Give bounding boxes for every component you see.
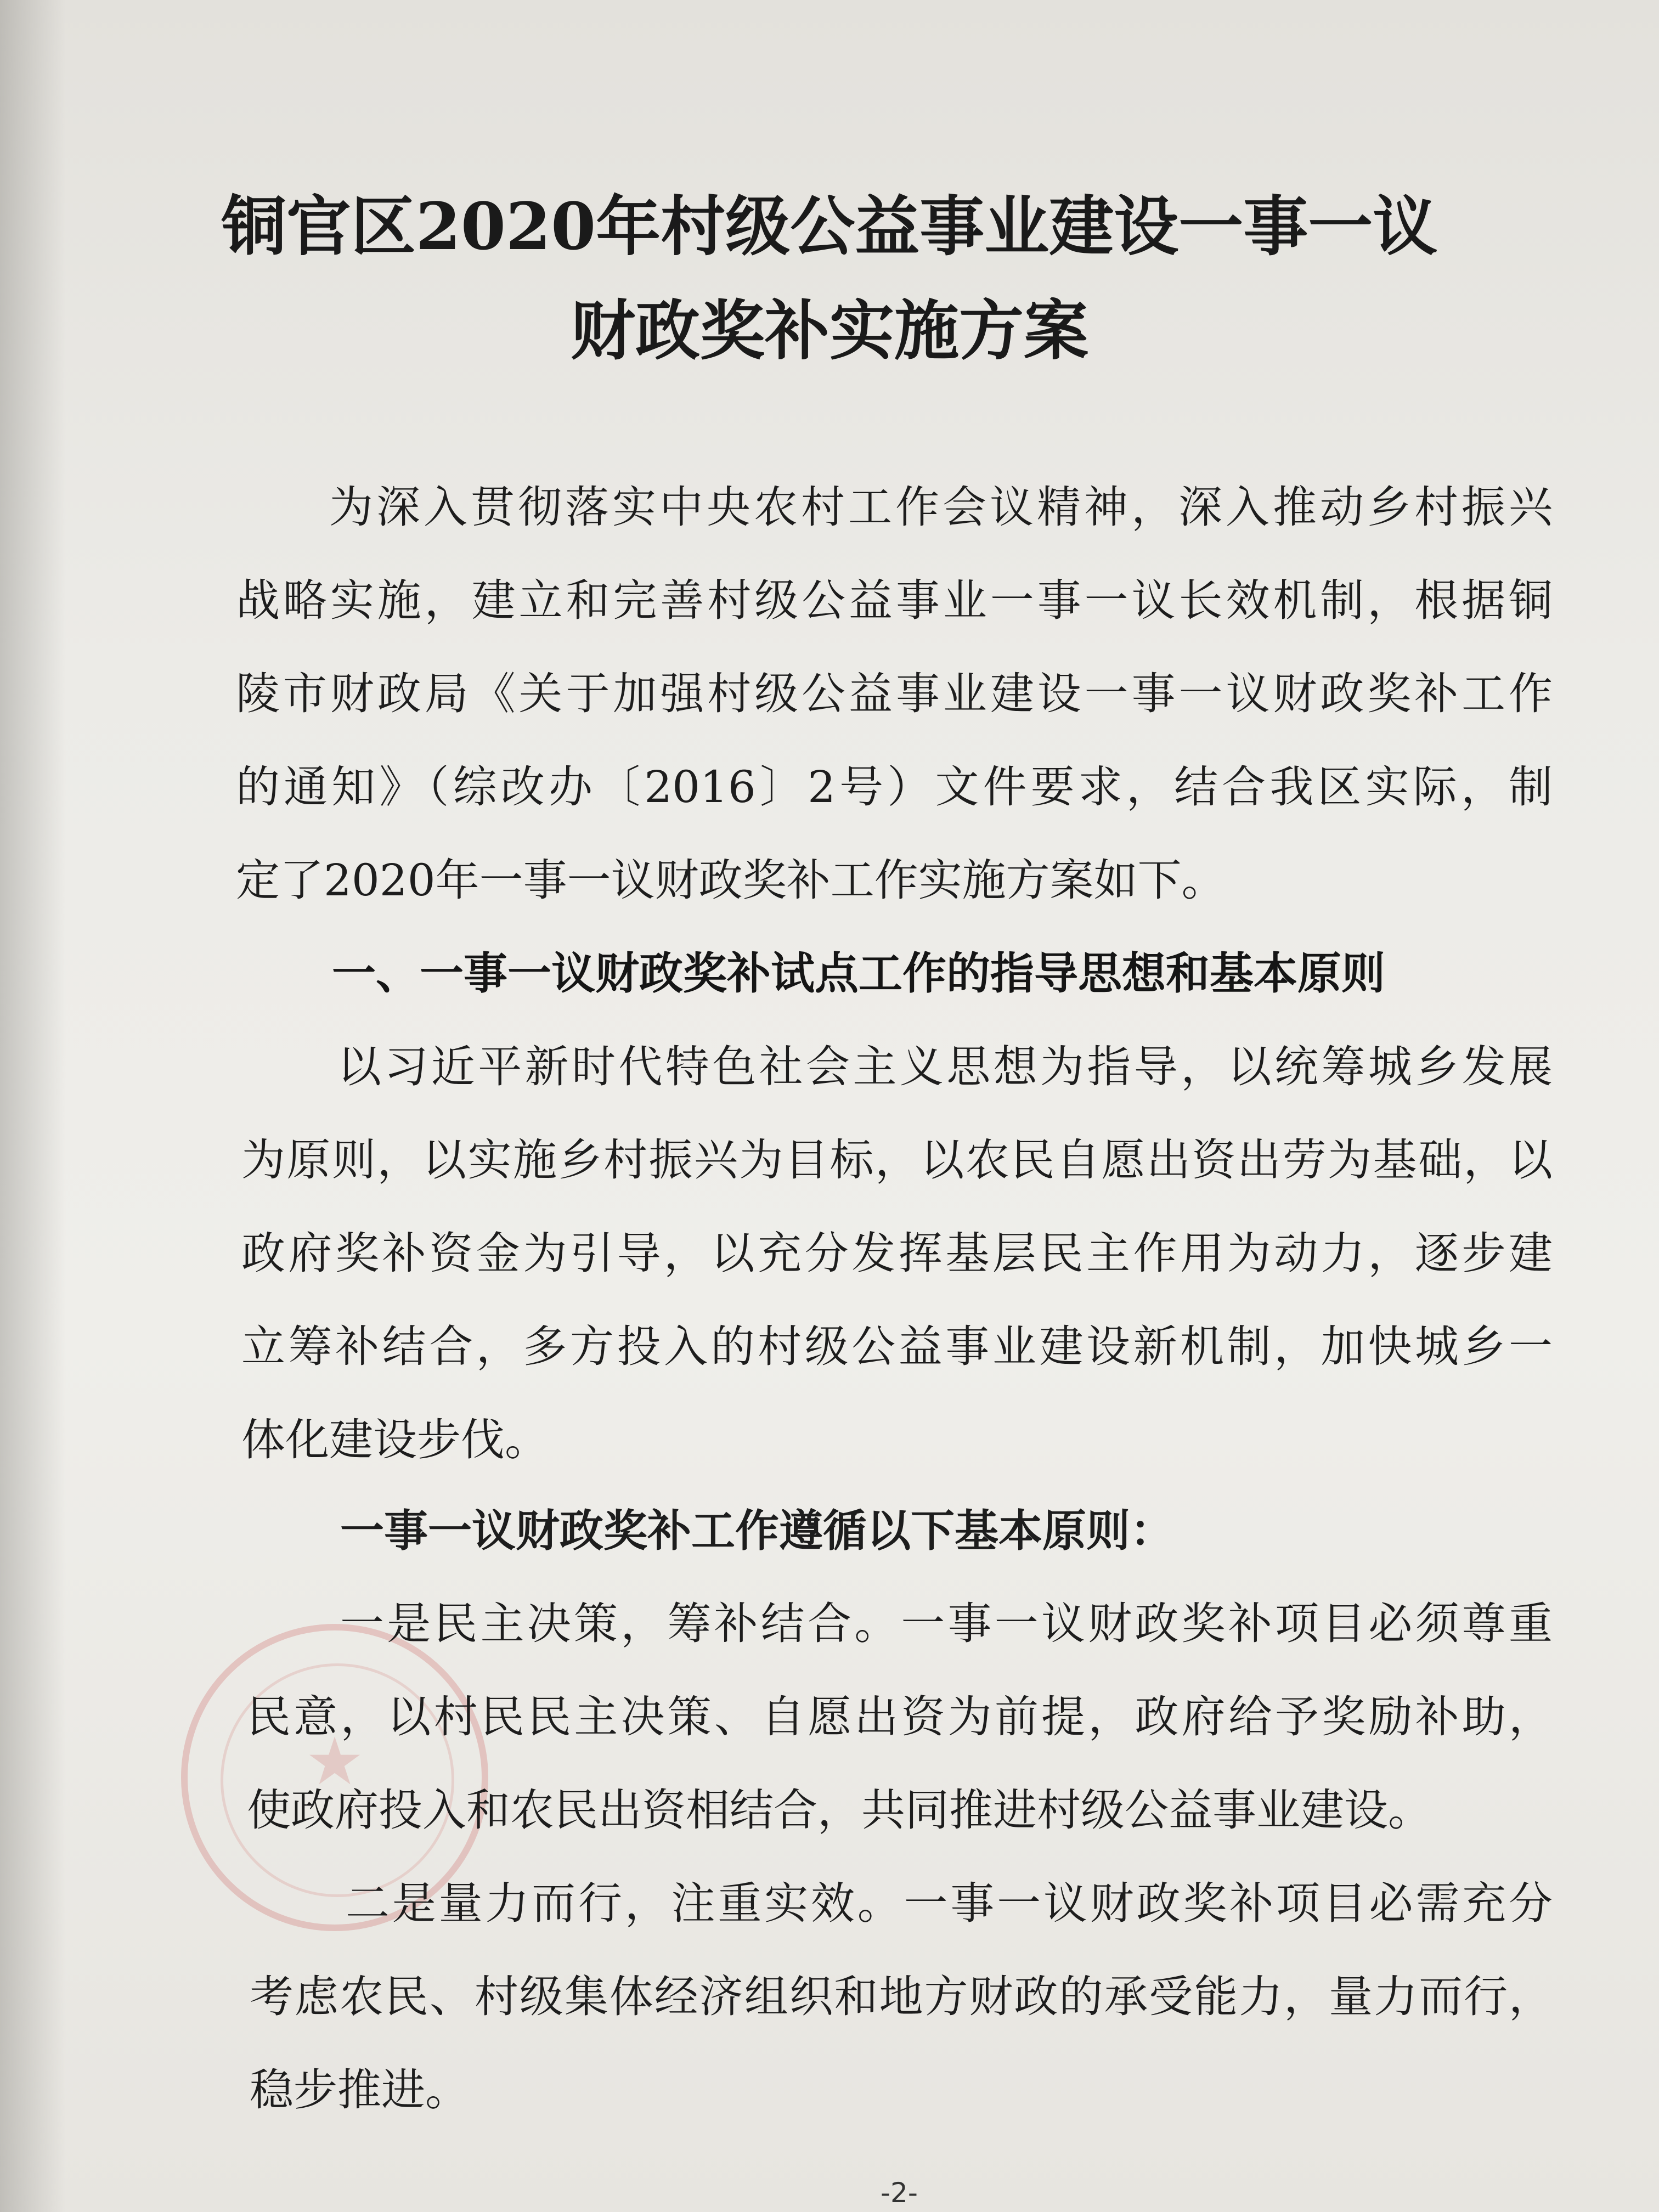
body-line: 民意，以村民民主决策、自愿出资为前提，政府给予奖励补助， [247, 1691, 1553, 1742]
body-line: 考虑农民、村级集体经济组织和地方财政的承受能力，量力而行， [250, 1971, 1553, 2022]
document-title-line-2: 财政奖补实施方案 [570, 292, 1088, 369]
body-line: 使政府投入和农民出资相结合，共同推进村级公益事业建设。 [247, 1785, 1432, 1836]
body-line: 陵市财政局《关于加强村级公益事业建设一事一议财政奖补工作 [236, 668, 1553, 719]
body-line: 二是量力而行，注重实效。一事一议财政奖补项目必需充分 [346, 1878, 1553, 1929]
section-heading-1: 一、一事一议财政奖补试点工作的指导思想和基本原则 [332, 948, 1385, 999]
body-line: 稳步推进。 [250, 2064, 469, 2115]
principles-heading: 一事一议财政奖补工作遵循以下基本原则： [340, 1505, 1174, 1556]
body-line: 定了2020年一事一议财政奖补工作实施方案如下。 [236, 855, 1226, 906]
body-line: 体化建设步伐。 [241, 1414, 549, 1465]
seal-star-icon: ★ [305, 1724, 364, 1800]
page-number: -2- [881, 2177, 918, 2209]
body-line: 一是民主决策，筹补结合。一事一议财政奖补项目必须尊重 [340, 1598, 1553, 1649]
body-line: 为深入贯彻落实中央农村工作会议精神，深入推动乡村振兴 [329, 482, 1553, 533]
body-line: 以习近平新时代特色社会主义思想为指导，以统筹城乡发展 [337, 1041, 1553, 1092]
body-line: 的通知》（综改办〔2016〕2号）文件要求，结合我区实际，制 [236, 761, 1553, 812]
body-line: 政府奖补资金为引导，以充分发挥基层民主作用为动力，逐步建 [241, 1228, 1553, 1279]
document-title-line-1: 铜官区2020年村级公益事业建设一事一议 [221, 188, 1438, 264]
body-line: 为原则，以实施乡村振兴为目标，以农民自愿出资出劳为基础，以 [241, 1135, 1553, 1186]
body-line: 立筹补结合，多方投入的村级公益事业建设新机制，加快城乡一 [241, 1321, 1553, 1372]
body-line: 战略实施，建立和完善村级公益事业一事一议长效机制，根据铜 [236, 575, 1553, 626]
